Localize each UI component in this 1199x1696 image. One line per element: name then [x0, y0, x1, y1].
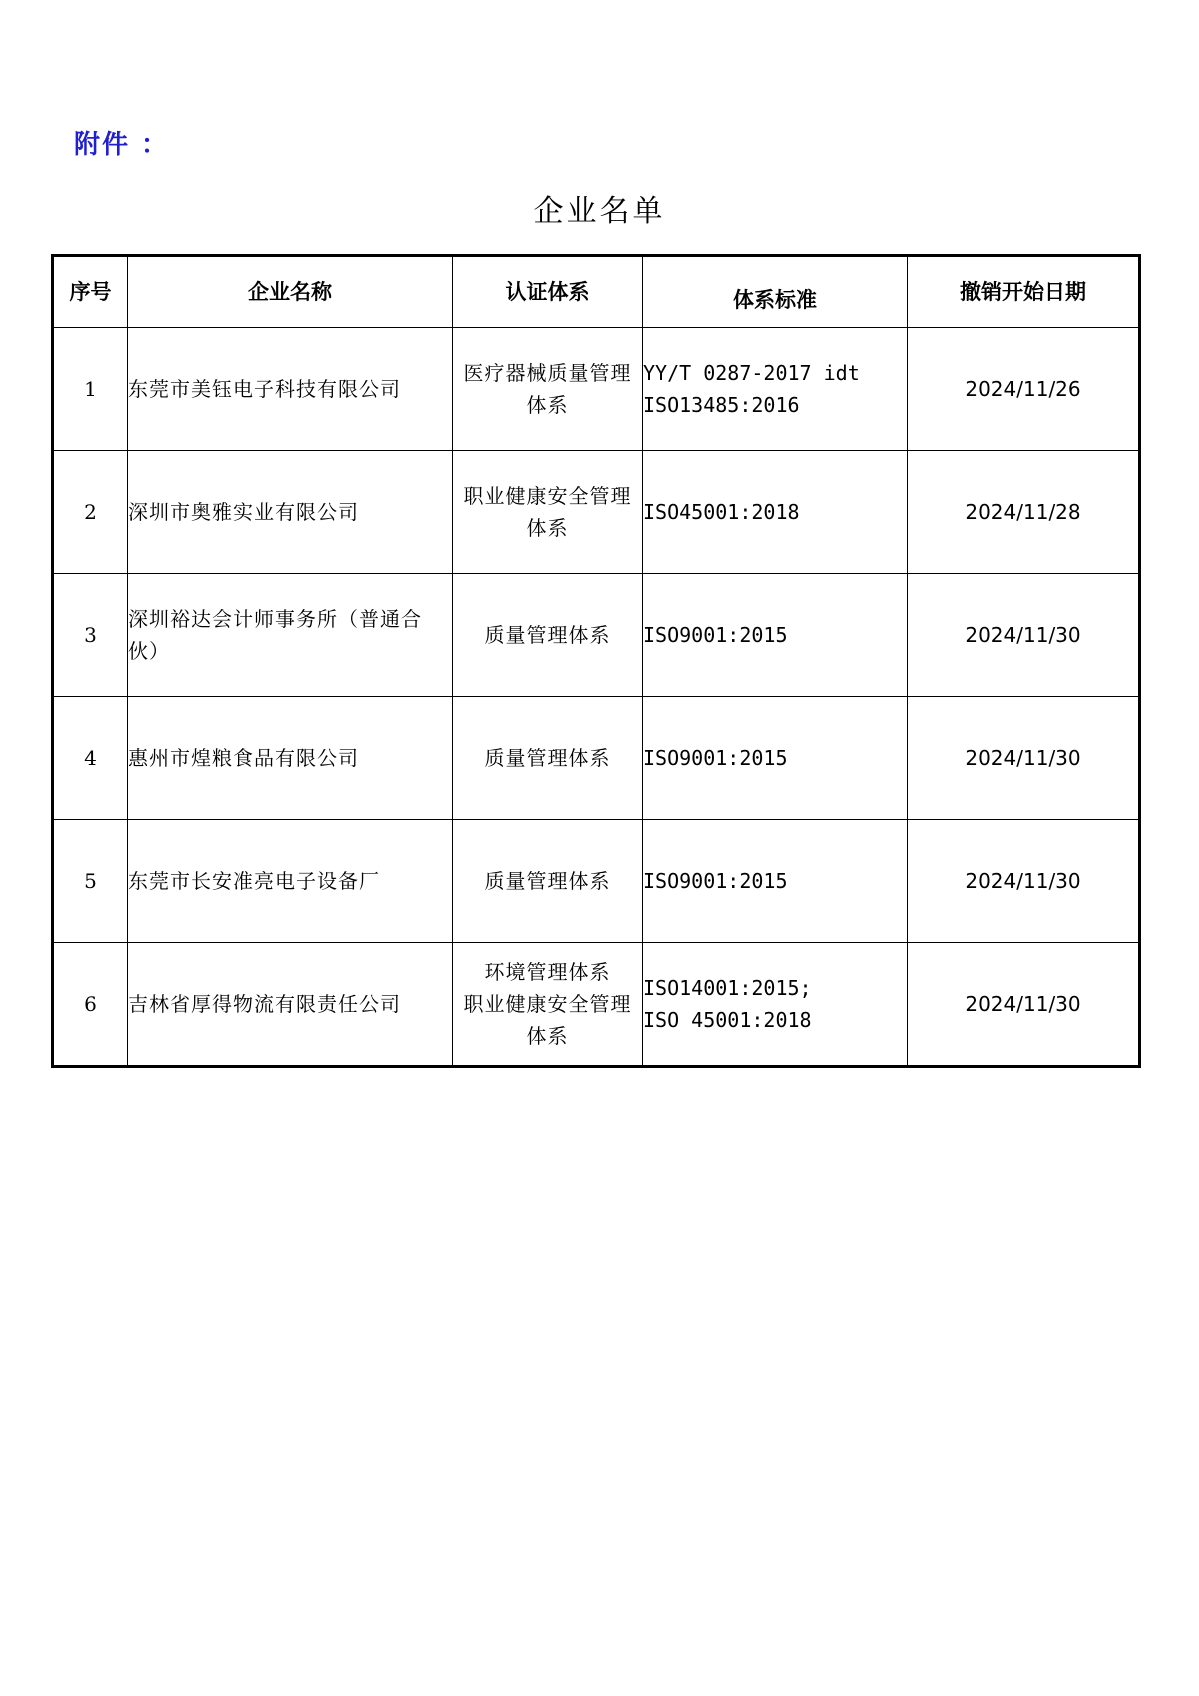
system-line: 职业健康安全管理	[463, 484, 632, 508]
certification-system	[453, 697, 643, 820]
revoke-date: 2024/11/30	[908, 574, 1140, 697]
column-header-no: 序号	[53, 256, 128, 328]
table-row	[53, 574, 1140, 697]
table-row	[53, 328, 1140, 451]
standard-line: ISO45001:2018	[643, 500, 800, 524]
system-line: 体系	[526, 393, 569, 417]
document-title: 企业名单	[533, 194, 666, 229]
row-number: 6	[53, 943, 128, 1067]
revoke-date: 2024/11/30	[908, 697, 1140, 820]
row-number: 4	[53, 697, 128, 820]
column-header-system: 认证体系	[453, 256, 643, 328]
row-number: 5	[53, 820, 128, 943]
column-header-company: 企业名称	[128, 256, 453, 328]
system-standard	[643, 574, 908, 697]
company-name: 惠州市煌粮食品有限公司	[128, 697, 453, 820]
standard-line: ISO 45001:2018	[643, 1008, 812, 1032]
row-number: 1	[53, 328, 128, 451]
column-header-revoke-date: 撤销开始日期	[908, 256, 1140, 328]
system-standard	[643, 328, 908, 451]
table-row	[53, 697, 1140, 820]
system-line: 体系	[526, 1024, 569, 1048]
system-line: 环境管理体系	[484, 960, 611, 984]
company-name: 东莞市长安准亮电子设备厂	[128, 820, 453, 943]
system-line: 体系	[526, 516, 569, 540]
company-name: 东莞市美钰电子科技有限公司	[128, 328, 453, 451]
column-header-standard: 体系标准	[643, 256, 908, 328]
revoke-date: 2024/11/26	[908, 328, 1140, 451]
certification-system	[453, 574, 643, 697]
system-standard	[643, 697, 908, 820]
standard-line: YY/T 0287-2017 idt	[643, 361, 860, 385]
standard-line: ISO13485:2016	[643, 393, 800, 417]
revoke-date: 2024/11/30	[908, 820, 1140, 943]
certification-system	[453, 328, 643, 451]
standard-line: ISO9001:2015	[643, 623, 788, 647]
standard-line: ISO9001:2015	[643, 869, 788, 893]
system-standard	[643, 451, 908, 574]
system-line: 质量管理体系	[484, 623, 611, 647]
revoke-date: 2024/11/28	[908, 451, 1140, 574]
certification-system	[453, 943, 643, 1067]
table-row	[53, 820, 1140, 943]
table-row	[53, 451, 1140, 574]
system-standard	[643, 943, 908, 1067]
system-line: 职业健康安全管理	[463, 992, 632, 1016]
certification-system	[453, 451, 643, 574]
row-number: 3	[53, 574, 128, 697]
system-standard	[643, 820, 908, 943]
system-line: 医疗器械质量管理	[463, 361, 632, 385]
table-row	[53, 943, 1140, 1067]
company-name: 深圳裕达会计师事务所（普通合伙）	[128, 574, 453, 697]
attachment-label: 附件 ：	[74, 130, 170, 160]
company-name: 深圳市奥雅实业有限公司	[128, 451, 453, 574]
standard-line: ISO14001:2015;	[643, 976, 812, 1000]
revoke-date: 2024/11/30	[908, 943, 1140, 1067]
company-list-table	[51, 254, 1141, 1068]
system-line: 质量管理体系	[484, 869, 611, 893]
table-header-row	[53, 256, 1140, 328]
standard-line: ISO9001:2015	[643, 746, 788, 770]
company-name: 吉林省厚得物流有限责任公司	[128, 943, 453, 1067]
row-number: 2	[53, 451, 128, 574]
system-line: 质量管理体系	[484, 746, 611, 770]
certification-system	[453, 820, 643, 943]
